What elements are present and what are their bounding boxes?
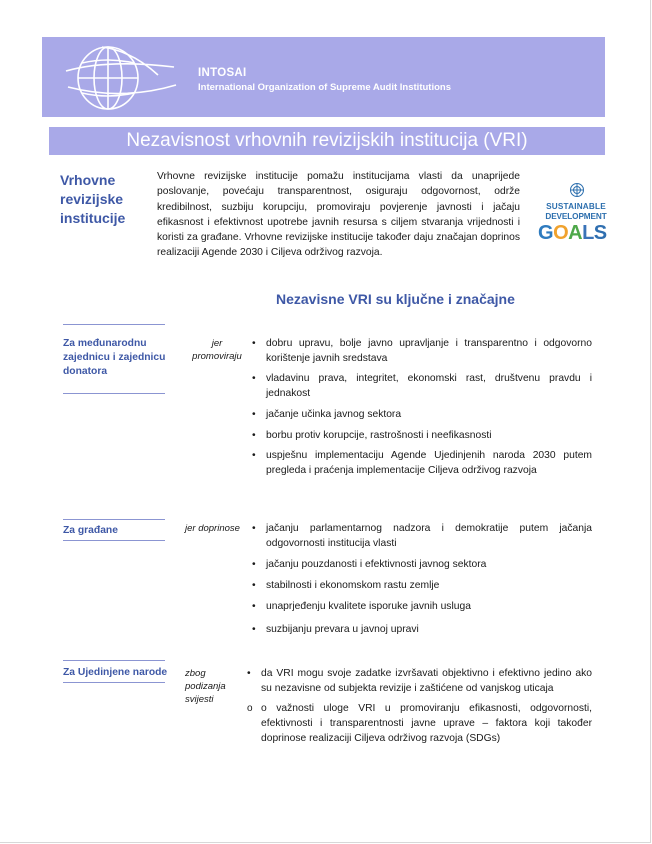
section-subtitle: Nezavisne VRI su ključne i značajne (276, 291, 515, 307)
list-united-nations (247, 666, 592, 702)
section-label-citizens: Za građane (63, 525, 118, 536)
list-international (252, 336, 592, 478)
section-divider (63, 660, 165, 661)
list-united-nations-sub (247, 701, 592, 746)
page-title: Nezavisnost vrhovnih revizijskih institucija (VRI) (49, 127, 605, 155)
list-item: • jačanju pouzdanosti i efektivnosti javnog sektora (252, 557, 592, 572)
list-citizens (252, 521, 592, 637)
un-emblem-icon (569, 182, 585, 198)
sdg-goals-letter: A (568, 222, 583, 244)
list-item: • uspješnu implementaciju Agende Ujedinjenih naroda 2030 putem pregleda i praćenja implementacije Ciljeva održivog razvoja (252, 448, 592, 478)
sdg-goals-letter: S (593, 222, 607, 244)
section-reason-international: jer promoviraju (192, 338, 242, 362)
list-item: • jačanju parlamentarnog nadzora i demokratije putem jačanja odgovornosti institucija vlasti (252, 521, 592, 551)
sdg-line-development: DEVELOPMENT (545, 212, 607, 221)
list-item: • da VRI mogu svoje zadatke izvršavati objektivno i efektivno jedino ako su nezavisne od subjekta revizije i zaštićene od vanjskog uticaja (247, 666, 592, 696)
list-item: • vladavinu prava, integritet, ekonomski rast, društvenu pravdu i jednakost (252, 371, 592, 401)
section-divider (63, 324, 165, 325)
header-banner (42, 37, 605, 117)
section-reason-citizens: jer doprinose (185, 523, 240, 534)
sdg-line-sustainable: SUSTAINABLE (546, 202, 606, 211)
sdg-logo (536, 182, 616, 246)
list-item: • unaprjeđenju kvalitete isporuke javnih usluga (252, 599, 592, 614)
intro-heading: Vrhovne revizijske institucije (60, 172, 126, 226)
list-item: • suzbijanju prevara u javnoj upravi (252, 622, 592, 637)
sdg-goals-letter: O (553, 222, 569, 244)
list-item: • dobru upravu, bolje javno upravljanje i transparentno i odgovorno korištenje javnih sredstava (252, 336, 592, 366)
globe-icon (62, 41, 180, 115)
section-divider (63, 540, 165, 541)
section-label-international: Za međunarodnu zajednicu i zajednicu donatora (63, 338, 166, 377)
sdg-goals-letter: L (582, 222, 594, 244)
section-divider (63, 519, 165, 520)
section-divider (63, 682, 165, 683)
section-divider (63, 393, 165, 394)
org-short-name: INTOSAI (198, 67, 247, 79)
sdg-goals-word (538, 222, 616, 244)
list-item: o o važnosti uloge VRI u promoviranju efikasnosti, odgovornosti, efektivnosti i transparentnosti javne uprave – faktora koji također doprinose realizaciji Ciljeva održivog razvoja (SDGs) (247, 701, 592, 746)
intro-paragraph: Vrhovne revizijske institucije pomažu institucijama vlasti da unaprijede poslovanje, povećaju transparentnost, osiguraju odgovornost, održe kredibilnost, suzbiju korupciju, promoviraju povjerenje javnosti i jačaju efikasnost i efektivnost upotrebe javnih resursa s ciljem stvaranja vrijednosti i koristi za građane. Vrhovne revizijske institucije također daju značajan doprinos realizaciji Agende 2030 i Ciljeva održivog razvoja. (157, 171, 520, 259)
list-item: • jačanje učinka javnog sektora (252, 407, 592, 422)
section-label-united-nations: Za Ujedinjene narode (63, 667, 168, 678)
org-full-name: International Organization of Supreme Audit Institutions (198, 82, 451, 93)
section-reason-united-nations: zbog podizanja svijesti (185, 668, 226, 705)
sdg-goals-letter: G (538, 222, 554, 244)
list-item: • stabilnosti i ekonomskom rastu zemlje (252, 578, 592, 593)
list-item: • borbu protiv korupcije, rastrošnosti i neefikasnosti (252, 428, 592, 443)
